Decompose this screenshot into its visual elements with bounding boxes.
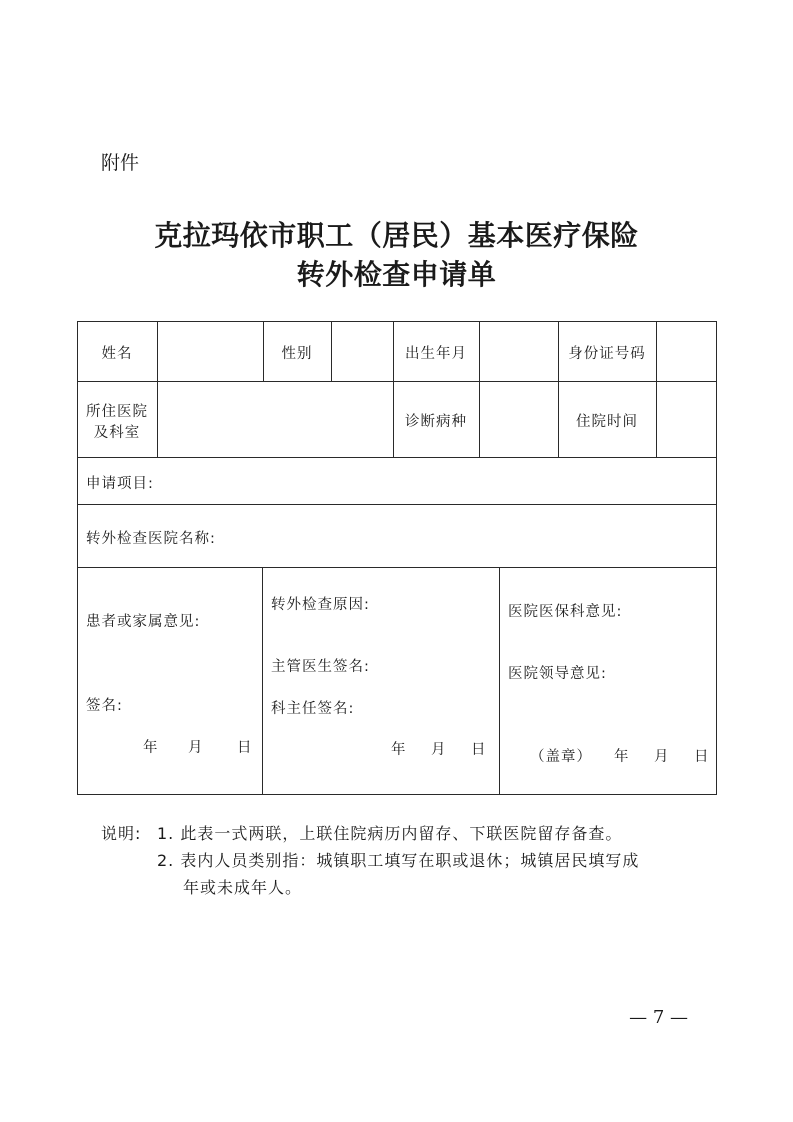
attending-doctor-signature-label: 主管医生签名: — [271, 659, 370, 675]
patient-signature-label: 签名: — [86, 698, 123, 714]
table-line-row2 — [77, 381, 717, 382]
insurance-dept-opinion-label: 医院医保科意见: — [508, 604, 623, 620]
note-item-2-line1: 2. 表内人员类别指：城镇职工填写在职或退休；城镇居民填写成 — [157, 851, 640, 870]
referral-reason-label: 转外检查原因: — [271, 597, 370, 613]
seal-label: （盖章） — [530, 749, 592, 765]
external-hospital-name-label: 转外检查医院名称: — [86, 531, 216, 547]
date-year: 年 — [391, 742, 407, 758]
table-divider — [262, 567, 263, 794]
date-month: 月 — [431, 742, 447, 758]
note-item-1: 1. 此表一式两联，上联住院病历内留存、下联医院留存备查。 — [157, 824, 623, 843]
date-year: 年 — [614, 749, 630, 765]
table-border-left — [77, 321, 78, 795]
apply-item-label: 申请项目: — [86, 476, 154, 492]
table-border-right — [716, 321, 717, 795]
table-line-row3 — [77, 457, 717, 458]
note-item-2-line2: 年或未成年人。 — [183, 878, 303, 897]
form-title-line2: 转外检查申请单 — [296, 258, 497, 291]
name-label: 姓名 — [101, 346, 133, 362]
table-line-row5 — [77, 567, 717, 568]
table-divider — [157, 381, 158, 457]
date-month: 月 — [188, 740, 204, 756]
notes-prefix: 说明: — [101, 824, 142, 843]
gender-label: 性别 — [281, 346, 313, 362]
admission-time-label: 住院时间 — [576, 414, 638, 430]
id-number-label: 身份证号码 — [568, 346, 646, 362]
table-line-row4 — [77, 504, 717, 505]
diagnosis-label: 诊断病种 — [405, 414, 467, 430]
page-number: — 7 — — [629, 1007, 688, 1028]
form-title-line1: 克拉玛依市职工（居民）基本医疗保险 — [154, 219, 639, 252]
date-year: 年 — [143, 740, 159, 756]
table-divider — [499, 567, 500, 794]
hospital-dept-label-line2: 及科室 — [93, 425, 141, 441]
table-divider — [656, 321, 657, 457]
table-border-top — [77, 321, 717, 322]
date-day: 日 — [694, 749, 710, 765]
hospital-leader-opinion-label: 医院领导意见: — [508, 666, 607, 682]
date-day: 日 — [471, 742, 487, 758]
table-divider — [157, 321, 158, 381]
table-divider — [479, 321, 480, 457]
table-divider — [331, 321, 332, 381]
table-border-bottom — [77, 794, 717, 795]
date-month: 月 — [654, 749, 670, 765]
date-day: 日 — [237, 740, 253, 756]
birth-date-label: 出生年月 — [405, 346, 467, 362]
department-director-signature-label: 科主任签名: — [271, 701, 355, 717]
hospital-dept-label-line1: 所住医院 — [86, 404, 148, 420]
patient-opinion-label: 患者或家属意见: — [86, 614, 201, 630]
attachment-label: 附件 — [101, 152, 140, 174]
